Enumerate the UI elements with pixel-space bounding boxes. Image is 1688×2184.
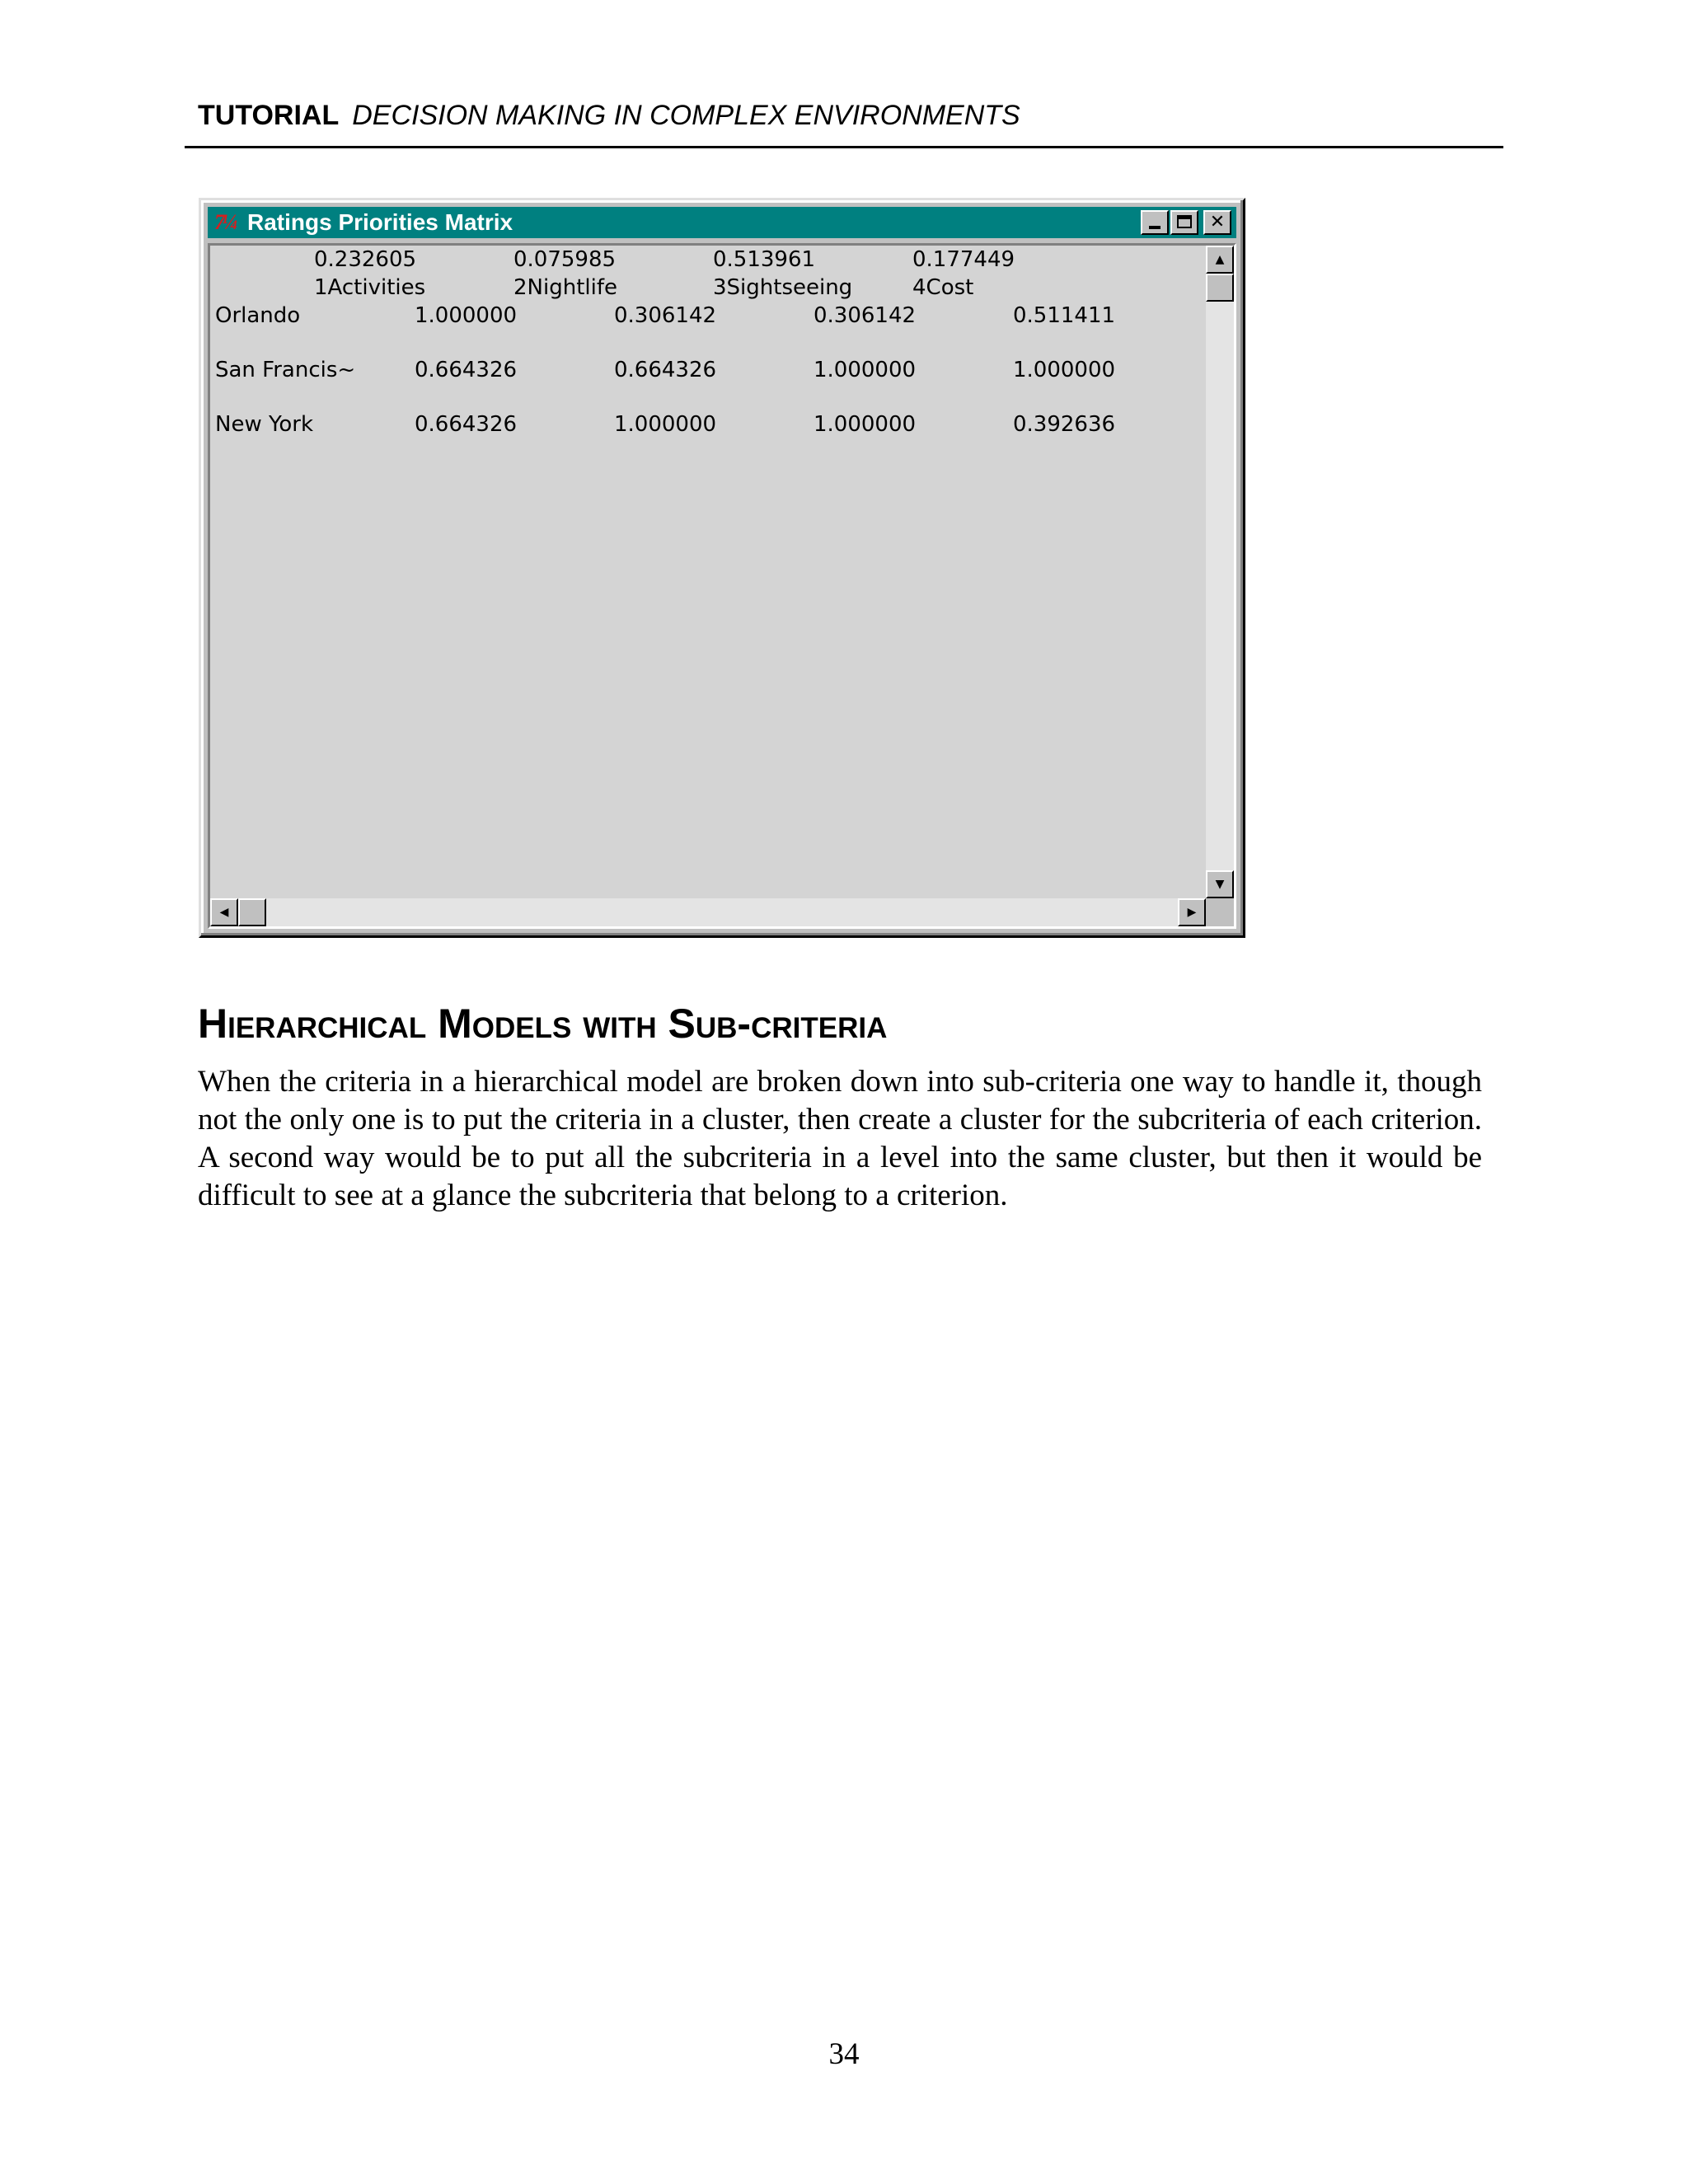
alternative-label: New York	[215, 412, 314, 437]
scroll-left-button[interactable]	[210, 898, 238, 926]
scroll-right-button[interactable]	[1178, 898, 1206, 926]
criterion-header: 3Sightseeing	[713, 275, 853, 300]
running-header	[198, 97, 1020, 134]
rating-cell: 0.664326	[614, 358, 717, 382]
window-controls	[1141, 210, 1231, 235]
rating-cell: 1.000000	[814, 412, 917, 437]
window-client-area	[208, 243, 1236, 929]
rating-cell: 0.306142	[614, 303, 717, 328]
header-document-title: DECISION MAKING IN COMPLEX ENVIRONMENTS	[352, 100, 1020, 131]
rating-cell: 0.392636	[1013, 412, 1116, 437]
arrow-right-icon: ▶	[1187, 906, 1197, 919]
scroll-up-button[interactable]	[1206, 246, 1234, 274]
minimize-icon	[1149, 226, 1160, 229]
section-heading: Hierarchical Models with Sub-criteria	[198, 1001, 888, 1047]
criterion-priority: 0.177449	[912, 247, 1015, 272]
criterion-priority: 0.075985	[513, 247, 617, 272]
criterion-priority: 0.232605	[314, 247, 417, 272]
alternative-label: Orlando	[215, 303, 301, 328]
header-rule	[185, 146, 1503, 148]
close-button[interactable]	[1203, 210, 1231, 235]
rating-cell: 1.000000	[614, 412, 717, 437]
vertical-scrollbar[interactable]	[1206, 246, 1234, 898]
horizontal-scroll-thumb[interactable]	[238, 898, 266, 926]
criterion-header: 1Activities	[314, 275, 426, 300]
ratings-matrix	[210, 246, 1206, 898]
arrow-left-icon: ◀	[219, 906, 229, 919]
minimize-button[interactable]	[1141, 210, 1169, 235]
rating-cell: 0.664326	[415, 412, 518, 437]
page-number: 34	[828, 2037, 860, 2071]
criterion-header: 4Cost	[912, 275, 974, 300]
window-title: Ratings Priorities Matrix	[247, 209, 513, 235]
alternative-label: San Francis~	[215, 358, 356, 382]
vertical-scroll-thumb[interactable]	[1206, 274, 1234, 302]
body-paragraph: When the criteria in a hierarchical model are broken down into sub-criteria one way to handle it, though not the only one is to put the criteria in a cluster, then create a cluster for the subcriteria of each criterion. A second way would be to put all the subcriteria in a level into the same cluster, but then it would be difficult to see at a glance the subcriteria that belong to a criterion.	[198, 1065, 1482, 1212]
maximize-icon	[1177, 215, 1192, 228]
arrow-up-icon: ▲	[1215, 253, 1225, 266]
arrow-down-icon: ▼	[1215, 878, 1225, 891]
criterion-header: 2Nightlife	[513, 275, 617, 300]
app-icon: 7¼	[214, 210, 235, 234]
close-icon: ✕	[1209, 212, 1226, 232]
rating-cell: 1.000000	[814, 358, 917, 382]
scrollbar-corner	[1206, 898, 1234, 926]
scroll-down-button[interactable]	[1206, 870, 1234, 898]
criterion-priority: 0.513961	[713, 247, 816, 272]
rating-cell: 0.664326	[415, 358, 518, 382]
maximize-button[interactable]	[1170, 210, 1198, 235]
rating-cell: 0.511411	[1013, 303, 1116, 328]
rating-cell: 0.306142	[814, 303, 917, 328]
window-titlebar[interactable]	[208, 207, 1236, 238]
rating-cell: 1.000000	[415, 303, 518, 328]
rating-cell: 1.000000	[1013, 358, 1116, 382]
header-tutorial-label: TUTORIAL	[198, 100, 340, 131]
ratings-priorities-window	[199, 198, 1245, 938]
horizontal-scrollbar[interactable]	[210, 898, 1206, 926]
